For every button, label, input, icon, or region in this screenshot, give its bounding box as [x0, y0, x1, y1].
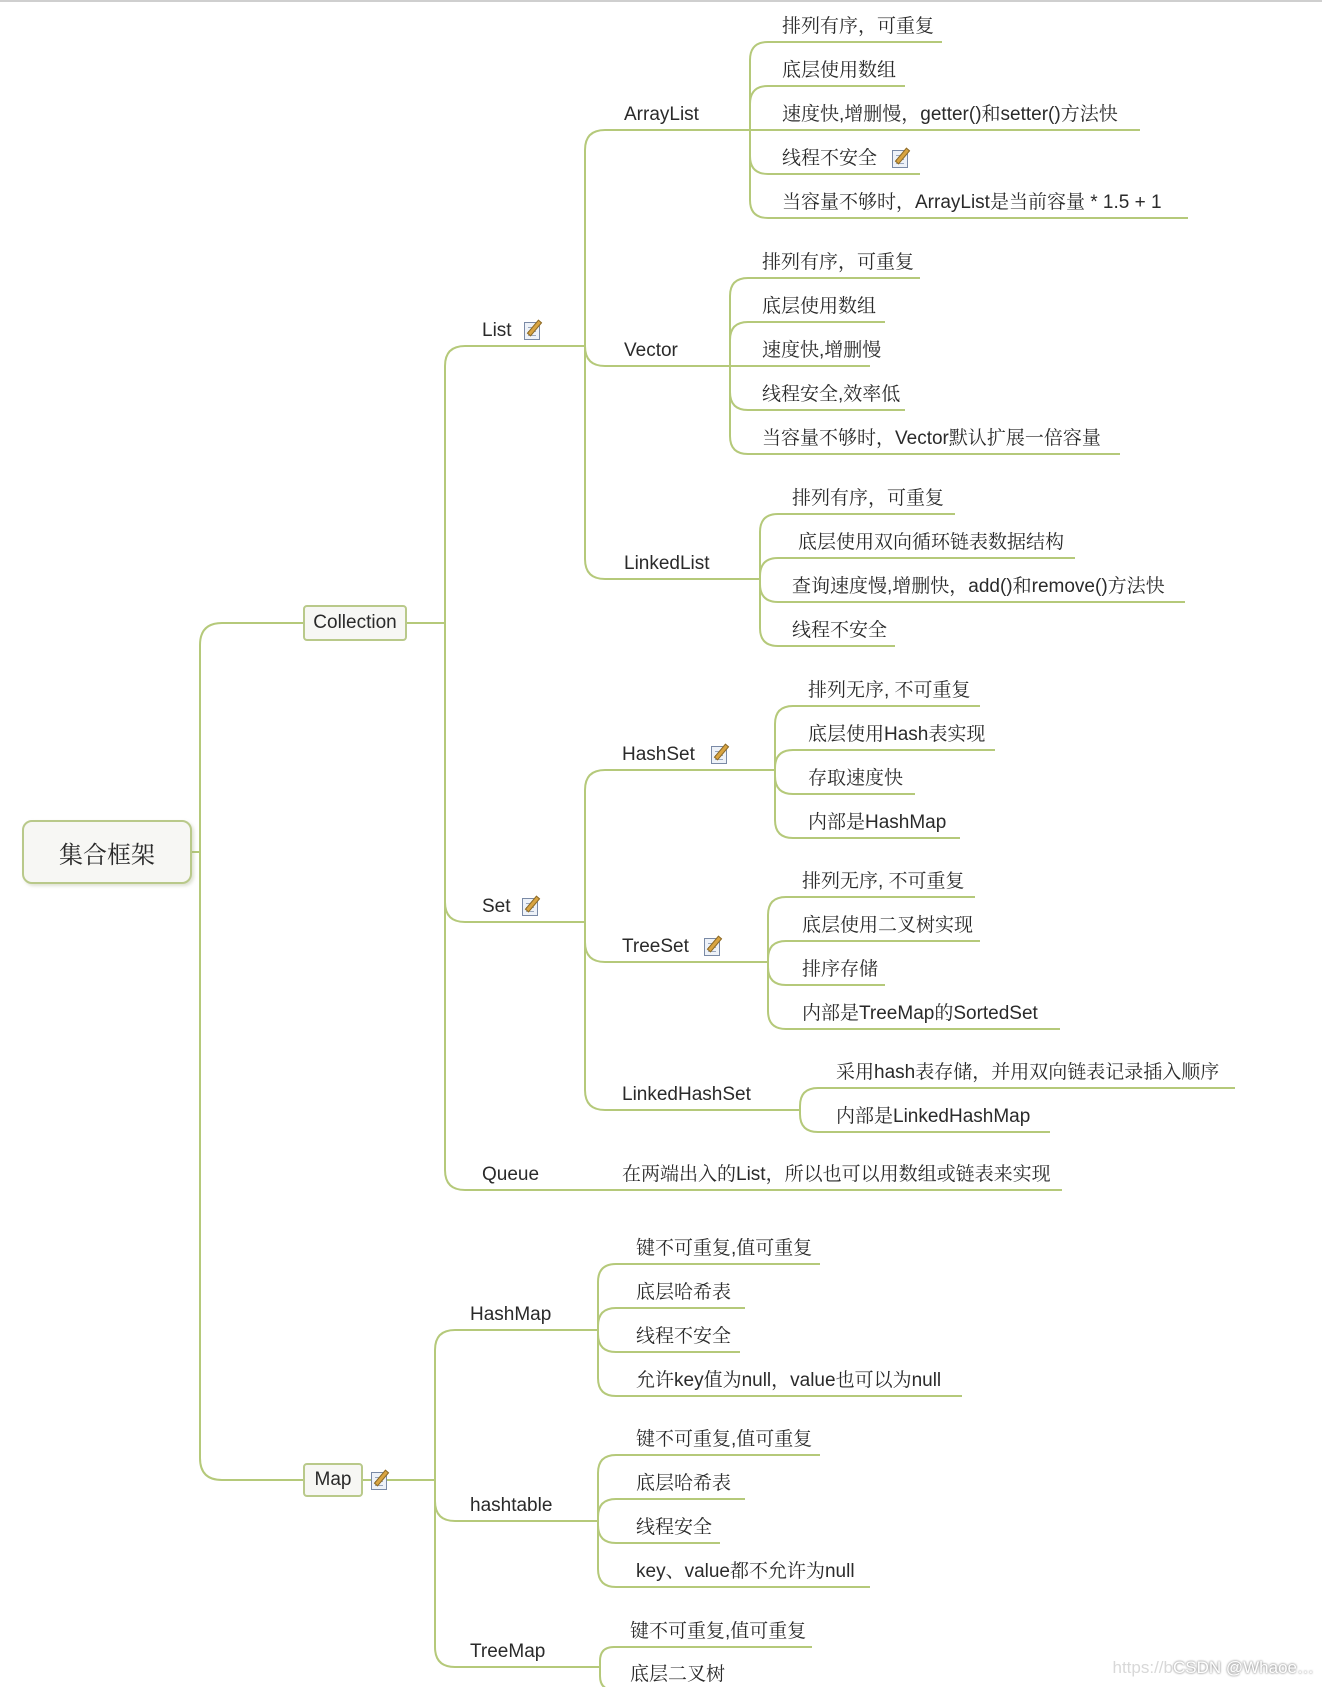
linkedlist-node[interactable]: LinkedList: [624, 553, 710, 574]
map-node-label: Map: [314, 1469, 352, 1490]
hashset-item: 排列无序, 不可重复: [808, 680, 971, 701]
treeset-note-icon[interactable]: [704, 938, 720, 956]
hashset-item: 底层使用Hash表实现: [808, 724, 986, 745]
linkedhashset-node[interactable]: LinkedHashSet: [622, 1084, 751, 1105]
linkedlist-item: 排列有序，可重复: [792, 488, 945, 509]
hashset-item: 存取速度快: [808, 768, 904, 789]
root-node-label: 集合框架: [59, 841, 155, 869]
linkedhashset-item: 内部是LinkedHashMap: [836, 1106, 1031, 1127]
watermark-faint-url: https://b: [1112, 1658, 1173, 1677]
hashtable-item: 键不可重复,值可重复: [636, 1429, 813, 1450]
treemap-node[interactable]: TreeMap: [470, 1641, 546, 1662]
treemap-item: 底层二叉树: [630, 1664, 726, 1685]
treeset-item: 排列无序, 不可重复: [802, 871, 965, 892]
set-node[interactable]: Set: [482, 896, 511, 917]
hashtable-item: 线程安全: [636, 1517, 713, 1538]
treeset-item: 内部是TreeMap的SortedSet: [802, 1003, 1038, 1024]
set-note-icon[interactable]: [522, 898, 538, 916]
arraylist-item: 排列有序，可重复: [782, 16, 935, 37]
arraylist-item: 当容量不够时，ArrayList是当前容量 * 1.5 + 1: [782, 192, 1162, 213]
vector-item: 底层使用数组: [762, 296, 877, 317]
treeset-node[interactable]: TreeSet: [622, 936, 689, 957]
hashtable-item: 底层哈希表: [636, 1473, 732, 1494]
linkedlist-item: 线程不安全: [792, 620, 888, 641]
queue-node[interactable]: Queue: [482, 1164, 540, 1185]
map-node[interactable]: [303, 1463, 363, 1497]
arraylist-note-icon[interactable]: [892, 150, 908, 168]
list-node[interactable]: List: [482, 320, 512, 341]
hashmap-node[interactable]: HashMap: [470, 1304, 552, 1325]
watermark: [1113, 1658, 1315, 1678]
treeset-item: 排序存储: [802, 959, 879, 980]
hashmap-item: 底层哈希表: [636, 1282, 732, 1303]
hashmap-item: 线程不安全: [636, 1326, 732, 1347]
hashtable-item: key、value都不允许为null: [636, 1561, 855, 1582]
hashset-item: 内部是HashMap: [808, 812, 947, 833]
vector-node[interactable]: Vector: [624, 340, 678, 361]
watermark-text: CSDN @Whaoe…: [1172, 1658, 1314, 1677]
treemap-item: 键不可重复,值可重复: [630, 1621, 807, 1642]
vector-item: 排列有序，可重复: [762, 252, 915, 273]
linkedlist-item: 底层使用双向循环链表数据结构: [798, 532, 1065, 553]
arraylist-item: 线程不安全: [782, 148, 878, 169]
list-note-icon[interactable]: [524, 322, 540, 340]
vector-item: 当容量不够时，Vector默认扩展一倍容量: [762, 428, 1101, 449]
linkedlist-item: 查询速度慢,增删快，add()和remove()方法快: [792, 576, 1165, 597]
linkedhashset-item: 采用hash表存储，并用双向链表记录插入顺序: [836, 1062, 1220, 1083]
treeset-item: 底层使用二叉树实现: [802, 915, 974, 936]
arraylist-node[interactable]: ArrayList: [624, 104, 699, 125]
hashmap-item: 键不可重复,值可重复: [636, 1238, 813, 1259]
map-note-icon[interactable]: [371, 1472, 387, 1490]
hashtable-node[interactable]: hashtable: [470, 1495, 553, 1516]
collection-node[interactable]: [303, 605, 407, 641]
arraylist-item: 底层使用数组: [782, 60, 897, 81]
vector-item: 线程安全,效率低: [762, 384, 901, 405]
hashmap-item: 允许key值为null，value也可以为null: [636, 1370, 942, 1391]
hashset-node[interactable]: HashSet: [622, 744, 695, 765]
root-node[interactable]: [22, 820, 192, 884]
queue-item: 在两端出入的List，所以也可以用数组或链表来实现: [622, 1164, 1051, 1185]
vector-item: 速度快,增删慢: [762, 340, 882, 361]
hashset-note-icon[interactable]: [711, 746, 727, 764]
collection-node-label: Collection: [313, 612, 397, 633]
arraylist-item: 速度快,增删慢，getter()和setter()方法快: [782, 104, 1118, 125]
